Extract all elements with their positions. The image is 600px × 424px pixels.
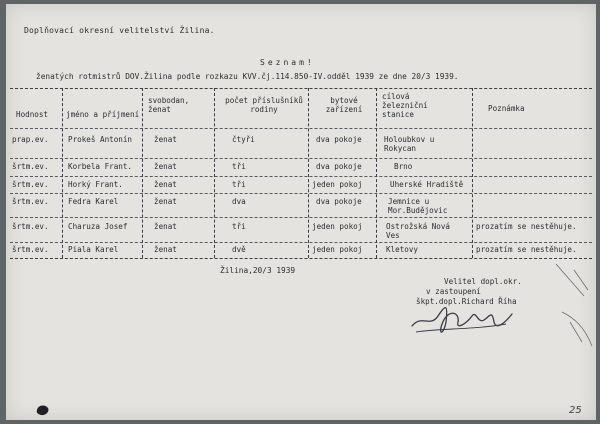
table-row-6-station: Kletovy bbox=[386, 245, 419, 254]
header-divider bbox=[10, 128, 592, 129]
table-row-6-marital: ženat bbox=[154, 245, 177, 254]
table-row-2-name: Korbela Frant. bbox=[68, 162, 133, 171]
table-row-4-housing: dva pokoje bbox=[316, 197, 362, 206]
table-row-3-housing: jeden pokoj bbox=[312, 180, 363, 189]
table-row-3-rank: šrtm.ev. bbox=[12, 180, 49, 189]
document-subtitle: ženatých rotmistrů DOV.Žilina podle rozkazu KVV.čj.114.850-IV.odděl 1939 ze dne 20/3 1939. bbox=[36, 72, 459, 81]
table-row-4-rank: šrtm.ev. bbox=[12, 197, 49, 206]
table-row-1-marital: ženat bbox=[154, 135, 177, 144]
column-divider bbox=[308, 88, 309, 258]
table-row-3-family: tři bbox=[232, 180, 246, 189]
place-and-date: Žilina,20/3 1939 bbox=[220, 266, 296, 275]
table-row-5-family: tři bbox=[232, 222, 246, 231]
page-number-text: 25 bbox=[569, 405, 582, 416]
table-row-6-housing: jeden pokoj bbox=[312, 245, 363, 254]
table-row-2-marital: ženat bbox=[154, 162, 177, 171]
column-header-station: cílová železniční stanice bbox=[382, 92, 428, 119]
document-title: Seznam! bbox=[260, 58, 315, 67]
column-divider bbox=[472, 88, 473, 258]
column-divider bbox=[62, 88, 63, 258]
column-divider bbox=[142, 88, 143, 258]
table-row-1-name: Prokeš Antonín bbox=[68, 135, 133, 144]
table-row-3-station: Uherské Hradiště bbox=[390, 180, 464, 189]
table-row-2-family: tři bbox=[232, 162, 246, 171]
table-row-2-housing: dva pokoje bbox=[316, 162, 362, 171]
column-divider bbox=[376, 88, 377, 258]
table-row-3-marital: ženat bbox=[154, 180, 177, 189]
column-divider bbox=[214, 88, 215, 258]
table-bottom-rule bbox=[10, 258, 592, 259]
table-row-2-rank: šrtm.ev. bbox=[12, 162, 49, 171]
table-row-5-housing: jeden pokoj bbox=[312, 222, 363, 231]
table-top-rule bbox=[10, 88, 592, 89]
row-divider bbox=[10, 158, 592, 159]
table-row-4-name: Fedra Karel bbox=[68, 197, 119, 206]
margin-scribble bbox=[554, 262, 596, 352]
table-row-6-family: dvě bbox=[232, 245, 246, 254]
row-divider bbox=[10, 193, 592, 194]
table-row-4-station: Jemnice u Mor.Budějovic bbox=[388, 197, 448, 215]
table-row-4-marital: ženat bbox=[154, 197, 177, 206]
row-divider bbox=[10, 217, 592, 218]
row-divider bbox=[10, 242, 592, 243]
table-row-1-rank: prap.ev. bbox=[12, 135, 49, 144]
handwritten-signature bbox=[402, 294, 522, 340]
table-row-5-marital: ženat bbox=[154, 222, 177, 231]
column-header-marital: svobodan, ženat bbox=[148, 96, 190, 114]
column-header-name: jméno a příjmení bbox=[66, 110, 140, 119]
column-header-housing: bytové zařízení bbox=[325, 96, 363, 114]
table-row-1-family: čtyři bbox=[232, 135, 255, 144]
office-header: Doplňovací okresní velitelství Žilina. bbox=[24, 26, 215, 35]
table-row-6-note: prozatím se nestěhuje. bbox=[476, 245, 577, 254]
column-header-rank: Hodnost bbox=[16, 110, 49, 119]
signatory-title: Velitel dopl.okr. bbox=[444, 277, 522, 286]
table-row-6-rank: šrtm.ev. bbox=[12, 245, 49, 254]
table-row-6-name: Piala Karel bbox=[68, 245, 119, 254]
document-sheet bbox=[6, 4, 596, 420]
table-row-1-station: Holoubkov u Rokycan bbox=[384, 135, 435, 153]
table-row-4-family: dva bbox=[232, 197, 246, 206]
table-row-2-station: Brno bbox=[394, 162, 413, 171]
table-row-5-note: prozatím se nestěhuje. bbox=[476, 222, 577, 231]
ink-blot bbox=[36, 404, 50, 416]
table-row-5-name: Charuza Josef bbox=[68, 222, 128, 231]
table-row-5-rank: šrtm.ev. bbox=[12, 222, 49, 231]
table-row-3-name: Horký Frant. bbox=[68, 180, 123, 189]
signatory-deputy: v zastoupení bbox=[426, 287, 481, 296]
table-row-1-housing: dva pokoje bbox=[316, 135, 362, 144]
page-number-mark bbox=[568, 402, 590, 416]
row-divider bbox=[10, 176, 592, 177]
signatory-name: škpt.dopl.Richard Říha bbox=[416, 297, 517, 306]
column-header-note: Poznámka bbox=[488, 104, 525, 113]
table-row-5-station: Ostrožská Nová Ves bbox=[386, 222, 451, 240]
column-header-family: počet příslušníků rodiny bbox=[225, 96, 303, 114]
